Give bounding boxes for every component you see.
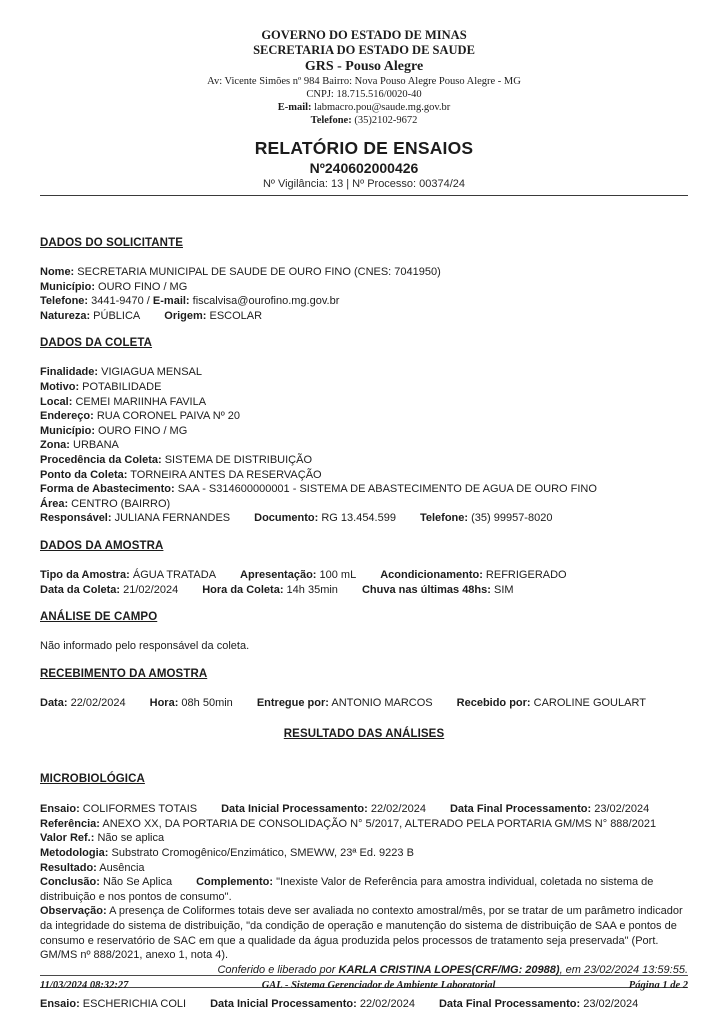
telefone-email-line bbox=[40, 294, 688, 309]
dados-do-solicitante bbox=[40, 236, 688, 323]
section-heading: RECEBIMENTO DA AMOSTRA bbox=[40, 667, 208, 680]
responsavel-line bbox=[40, 511, 688, 526]
phone-label: Telefone: bbox=[310, 115, 352, 126]
tipo-amostra-line bbox=[40, 568, 688, 583]
field-value: CENTRO (BAIRRO) bbox=[68, 497, 171, 510]
referencia-line bbox=[40, 817, 688, 846]
motivo-line bbox=[40, 380, 688, 395]
recebimento-line bbox=[40, 696, 688, 711]
government-name: GOVERNO DO ESTADO DE MINAS bbox=[261, 28, 467, 42]
ponto-line bbox=[40, 468, 688, 483]
field-value: URBANA bbox=[69, 439, 119, 452]
field-value: SIM bbox=[490, 583, 514, 596]
field-label: Data Inicial Processamento: bbox=[221, 803, 368, 816]
field-value: 14h 35min bbox=[283, 583, 338, 596]
finalidade-line bbox=[40, 365, 688, 380]
field-value: CEMEI MARIINHA FAVILA bbox=[72, 395, 207, 408]
footer-system-name: GAL - Sistema Gerenciador de Ambiente Laboratorial bbox=[261, 980, 496, 991]
field-label: Observação: bbox=[40, 905, 107, 918]
field-value: ANTONIO MARCOS bbox=[328, 696, 433, 709]
field-value: 08h 50min bbox=[178, 696, 233, 709]
field-value: SISTEMA DE DISTRIBUIÇÃO bbox=[161, 453, 313, 466]
field-label: Forma de Abastecimento: bbox=[40, 483, 175, 496]
field-label: Ponto da Coleta: bbox=[40, 468, 128, 481]
field-label: Telefone: bbox=[40, 295, 89, 308]
resultado-line bbox=[40, 861, 688, 876]
field-label: Responsável: bbox=[40, 512, 112, 525]
metodologia-line bbox=[40, 846, 688, 861]
field-label: Data Final Processamento: bbox=[438, 998, 581, 1011]
analise-de-campo bbox=[40, 610, 688, 654]
section-heading: DADOS DO SOLICITANTE bbox=[40, 237, 183, 249]
field-label: Apresentação: bbox=[240, 568, 317, 581]
zona-line bbox=[40, 438, 688, 453]
nome-line bbox=[40, 265, 688, 280]
letterhead bbox=[40, 28, 688, 127]
field-label: Finalidade: bbox=[40, 366, 99, 379]
section-heading: DADOS DA COLETA bbox=[40, 337, 153, 350]
field-value: SECRETARIA MUNICIPAL DE SAUDE DE OURO FINO (CNES: 7041950) bbox=[74, 266, 441, 278]
section-heading: MICROBIOLÓGICA bbox=[40, 773, 145, 786]
field-value: OURO FINO / MG bbox=[95, 280, 188, 293]
release-note: Conferido e liberado por bbox=[217, 963, 339, 976]
field-value: OURO FINO / MG bbox=[95, 424, 188, 437]
field-value: (35) 99957-8020 bbox=[468, 512, 553, 525]
field-label: Zona: bbox=[40, 439, 70, 452]
letterhead-cnpj: CNPJ: 18.715.516/0020-40 bbox=[306, 89, 422, 100]
field-value: POTABILIDADE bbox=[79, 380, 162, 393]
letterhead-phone bbox=[40, 114, 688, 127]
field-value: 100 mL bbox=[316, 568, 357, 581]
municipio-line bbox=[40, 280, 688, 295]
field-value: fiscalvisa@ourofino.mg.gov.br bbox=[189, 295, 340, 308]
ensaio-escherichia bbox=[40, 987, 688, 1012]
letterhead-address: Av: Vicente Simões nº 984 Bairro: Nova Pouso Alegre Pouso Alegre - MG bbox=[207, 76, 521, 87]
footer-page-number: Página 1 de 2 bbox=[628, 980, 688, 991]
field-label: Local: bbox=[40, 395, 73, 408]
email-value: labmacro.pou@saude.mg.gov.br bbox=[314, 102, 451, 113]
field-value: Não Se Aplica bbox=[99, 876, 173, 889]
field-value: SAA - S314600000001 - SISTEMA DE ABASTECIMENTO DE AGUA DE OURO FINO bbox=[174, 483, 597, 496]
release-note: , em 23/02/2024 13:59:55. bbox=[559, 963, 688, 976]
resultado-heading bbox=[40, 727, 688, 742]
ensaio-coliformes-line bbox=[40, 802, 688, 817]
data-coleta-line bbox=[40, 583, 688, 598]
field-label: Nome: bbox=[40, 266, 75, 278]
dados-da-coleta bbox=[40, 336, 688, 526]
field-label: Município: bbox=[40, 424, 95, 437]
field-value: A presença de Coliformes totais deve ser avaliada no contexto amostral/mês, por se tratar de um parâmetro indicador da integridade do sistema de distribuição, "da condição de operação e manutenção do sistema de distribuição de SAA e pontos de consumo e reservatório de SAC em que a qualidade da água produzida pelos processos de tratamento seja preservada" (Port. GM/MS nº 888/2021, anexo 1, nota 4). bbox=[40, 905, 683, 962]
field-label: Ensaio: bbox=[40, 803, 80, 816]
field-label: Conclusão: bbox=[40, 876, 100, 889]
report-title: RELATÓRIO DE ENSAIOS bbox=[254, 138, 474, 158]
field-label: Área: bbox=[40, 497, 69, 510]
procedencia-line bbox=[40, 453, 688, 468]
field-value: PÚBLICA bbox=[90, 309, 141, 322]
field-value: RUA CORONEL PAIVA Nº 20 bbox=[93, 410, 241, 423]
recebimento-da-amostra bbox=[40, 667, 688, 711]
field-label: Referência: bbox=[40, 817, 100, 830]
field-value: REFRIGERADO bbox=[482, 568, 567, 581]
field-label: Procedência da Coleta: bbox=[40, 453, 162, 466]
field-label: Hora: bbox=[149, 696, 179, 709]
field-label: Data: bbox=[40, 696, 68, 709]
forma-line bbox=[40, 482, 688, 497]
grs-unit-name: GRS - Pouso Alegre bbox=[304, 59, 424, 74]
title-block bbox=[40, 138, 688, 192]
field-value: 23/02/2024 bbox=[591, 803, 650, 816]
field-label: Tipo da Amostra: bbox=[40, 568, 130, 581]
analise-campo-note bbox=[40, 639, 688, 654]
municipio-line bbox=[40, 424, 688, 439]
ensaio-escherichia-line bbox=[40, 997, 688, 1012]
field-value: Substrato Cromogênico/Enzimático, SMEWW, 23ª Ed. 9223 B bbox=[108, 847, 414, 860]
natureza-origem-line bbox=[40, 309, 688, 324]
field-value: 22/02/2024 bbox=[67, 696, 126, 709]
field-label: Entregue por: bbox=[256, 696, 329, 709]
field-label: Endereço: bbox=[40, 410, 94, 423]
field-value: JULIANA FERNANDES bbox=[111, 512, 231, 525]
field-label: Resultado: bbox=[40, 861, 97, 874]
field-label: Chuva nas últimas 48hs: bbox=[361, 583, 491, 596]
letterhead-email bbox=[40, 101, 688, 114]
local-line bbox=[40, 395, 688, 410]
field-value: 22/02/2024 bbox=[367, 803, 426, 816]
field-label: Telefone: bbox=[419, 512, 469, 525]
section-heading: DADOS DA AMOSTRA bbox=[40, 539, 164, 552]
microbiologica bbox=[40, 772, 688, 977]
secretariat-name: SECRETARIA DO ESTADO DE SAUDE bbox=[253, 43, 475, 57]
field-label: Recebido por: bbox=[456, 696, 531, 709]
field-label: Data Inicial Processamento: bbox=[210, 998, 357, 1011]
field-label: Ensaio: bbox=[40, 998, 80, 1011]
field-value: 3441-9470 / bbox=[88, 295, 153, 308]
phone-value: (35)2102-9672 bbox=[354, 115, 418, 126]
field-value: Ausência bbox=[96, 861, 145, 874]
field-value: "Inexiste Valor de Referência para amostra individual, coletada no sistema de distribuição e nos pontos de consumo". bbox=[40, 876, 654, 903]
field-value: VIGIAGUA MENSAL bbox=[98, 366, 202, 379]
header-divider bbox=[40, 195, 688, 196]
field-label: Hora da Coleta: bbox=[202, 583, 284, 596]
signer-name: KARLA CRISTINA LOPES(CRF/MG: 20988) bbox=[338, 963, 560, 976]
field-label: Documento: bbox=[254, 512, 319, 525]
area-line bbox=[40, 497, 688, 512]
endereco-line bbox=[40, 409, 688, 424]
observacao-line bbox=[40, 904, 688, 962]
field-value: COLIFORMES TOTAIS bbox=[79, 803, 198, 816]
field-value: 23/02/2024 bbox=[580, 998, 639, 1011]
field-value: Não informado pelo responsável da coleta. bbox=[40, 640, 250, 653]
conclusao-line bbox=[40, 875, 688, 904]
field-value: TORNEIRA ANTES DA RESERVAÇÃO bbox=[127, 468, 322, 481]
field-value: Não se aplica bbox=[94, 832, 165, 845]
field-label: Valor Ref.: bbox=[40, 832, 95, 845]
page-footer bbox=[40, 975, 688, 991]
field-label: E-mail: bbox=[152, 295, 190, 308]
field-value: ÁGUA TRATADA bbox=[129, 568, 217, 581]
footer-timestamp: 11/03/2024 08:32:27 bbox=[40, 980, 129, 991]
field-label: Natureza: bbox=[40, 309, 91, 322]
sections bbox=[40, 236, 688, 1012]
field-label: Motivo: bbox=[40, 380, 80, 393]
field-label: Data Final Processamento: bbox=[449, 803, 592, 816]
field-value: RG 13.454.599 bbox=[318, 512, 396, 525]
field-value: ESCHERICHIA COLI bbox=[79, 998, 187, 1011]
field-value: 22/02/2024 bbox=[356, 998, 415, 1011]
field-label: Origem: bbox=[164, 309, 207, 322]
field-value: ANEXO XX, DA PORTARIA DE CONSOLIDAÇÃO N° 5/2017, ALTERADO PELA PORTARIA GM/MS N° 888/2021 bbox=[99, 817, 657, 830]
section-heading: ANÁLISE DE CAMPO bbox=[40, 611, 158, 624]
report-number: Nº240602000426 bbox=[309, 160, 419, 176]
dados-da-amostra bbox=[40, 539, 688, 597]
field-label: Acondicionamento: bbox=[380, 568, 483, 581]
field-label: Município: bbox=[40, 280, 95, 293]
email-label: E-mail: bbox=[277, 102, 312, 113]
field-label: Data da Coleta: bbox=[40, 583, 121, 596]
field-value: 21/02/2024 bbox=[120, 583, 179, 596]
field-value: ESCOLAR bbox=[206, 309, 263, 322]
report-meta: Nº Vigilância: 13 | Nº Processo: 00374/24 bbox=[262, 178, 466, 190]
field-label: Metodologia: bbox=[40, 847, 109, 860]
field-value: CAROLINE GOULART bbox=[530, 696, 646, 709]
section-heading: RESULTADO DAS ANÁLISES bbox=[283, 728, 445, 741]
field-label: Complemento: bbox=[196, 876, 274, 889]
